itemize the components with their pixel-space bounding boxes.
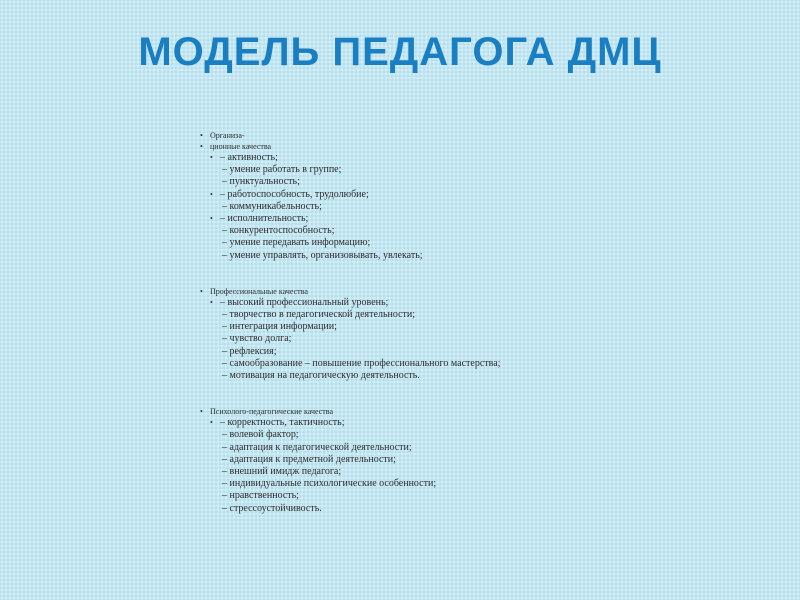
section-organizational xyxy=(200,130,640,262)
list-item: – внешний имидж педагога; xyxy=(222,466,342,478)
list-item: – пунктуальность; xyxy=(222,176,300,188)
list-item: – интеграция информации; xyxy=(222,321,337,333)
list-item: – коммуникабельность; xyxy=(222,200,322,212)
list-item: – умение передавать информацию; xyxy=(222,237,371,249)
list-item: • – исполнительность; xyxy=(210,213,309,225)
bullet-icon: • xyxy=(210,214,213,224)
list-item: • – высокий профессиональный уровень; xyxy=(210,296,389,308)
bullet-icon: • xyxy=(210,297,213,307)
section-heading-line: • Организа- xyxy=(200,131,245,140)
list-item: – творчество в педагогической деятельности; xyxy=(222,309,416,321)
list-item: – рефлексия; xyxy=(222,345,277,357)
list-item: • – работоспособность, трудолюбие; xyxy=(210,188,369,200)
list-item: – адаптация к предметной деятельности; xyxy=(222,453,396,465)
qualities-list xyxy=(200,130,640,539)
slide-title: МОДЕЛЬ ПЕДАГОГА ДМЦ xyxy=(138,30,662,74)
list-item: • – корректность, тактичность; xyxy=(210,417,345,429)
section-psychological-pedagogical xyxy=(200,406,640,515)
section-heading-line: • ционные качества xyxy=(200,142,272,151)
list-item: – индивидуальные психологические особенности; xyxy=(222,478,437,490)
list-item: – мотивация на педагогическую деятельность. xyxy=(222,370,420,382)
section-professional xyxy=(200,286,640,382)
bullet-icon: • xyxy=(200,286,203,296)
list-item: – конкурентоспособность; xyxy=(222,225,335,237)
list-item: – самообразование – повышение профессионального мастерства; xyxy=(222,357,501,369)
list-item: • – активность; xyxy=(210,152,278,163)
bullet-icon: • xyxy=(210,189,213,199)
list-item: – волевой фактор; xyxy=(222,429,299,441)
bullet-icon: • xyxy=(210,418,213,428)
list-item: – адаптация к педагогической деятельности; xyxy=(222,441,412,453)
list-item: – нравственность; xyxy=(222,490,299,502)
list-item: – чувство долга; xyxy=(222,333,292,345)
list-item: – умение управлять, организовывать, увлекать; xyxy=(222,249,423,261)
bullet-icon: • xyxy=(200,142,203,151)
bullet-icon: • xyxy=(200,407,203,417)
list-item: – умение работать в группе; xyxy=(222,164,342,176)
section-heading-line: • Профессиональные качества xyxy=(200,286,308,296)
list-item: – стрессоустойчивость. xyxy=(222,502,322,514)
bullet-icon: • xyxy=(200,131,203,140)
bullet-icon: • xyxy=(210,153,213,162)
section-heading-line: • Психолого-педагогические качества xyxy=(200,407,334,417)
